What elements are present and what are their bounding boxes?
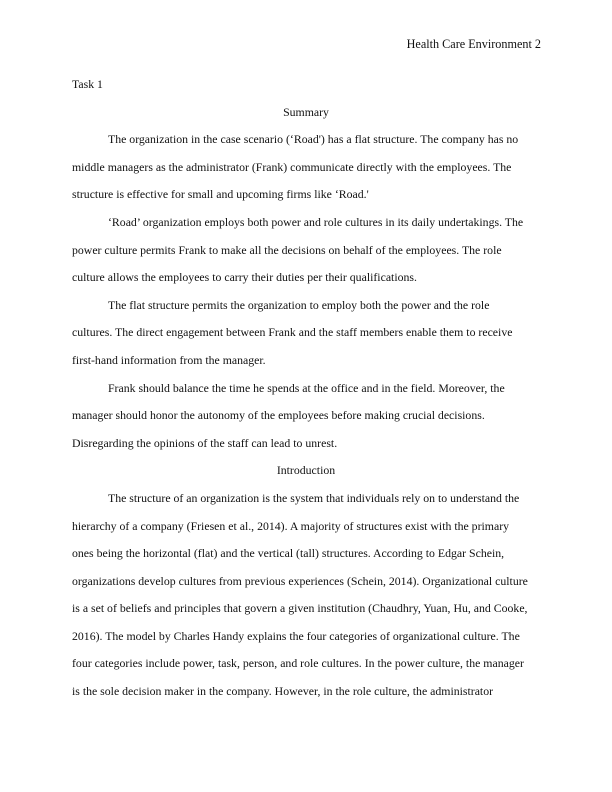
text-line: 2016). The model by Charles Handy explains the four categories of organizational culture. The [72, 628, 520, 643]
text-line: Frank should balance the time he spends at the office and in the field. Moreover, the [108, 380, 505, 395]
text-line: organizations develop cultures from previous experiences (Schein, 2014). Organizational culture [72, 573, 528, 588]
summary-paragraph-2 [72, 209, 540, 292]
summary-heading: Summary [283, 104, 329, 119]
text-line: ones being the horizontal (flat) and the vertical (tall) structures. According to Edgar Schein, [72, 546, 505, 561]
introduction-heading: Introduction [276, 463, 336, 478]
text-line: manager should honor the autonomy of the employees before making crucial decisions. [72, 408, 485, 423]
text-line: hierarchy of a company (Friesen et al., 2014). A majority of structures exist with the primary [72, 518, 510, 533]
summary-paragraph-4 [72, 375, 540, 458]
text-line: first-hand information from the manager. [72, 352, 266, 367]
text-line: ‘Road’ organization employs both power and role cultures in its daily undertakings. The [108, 214, 524, 229]
text-line: structure is effective for small and upcoming firms like ‘Road.' [72, 187, 369, 202]
text-line: is a set of beliefs and principles that govern a given institution (Chaudhry, Yuan, Hu, and Cooke, [72, 601, 528, 616]
summary-paragraph-3 [72, 292, 540, 375]
text-line: The structure of an organization is the system that individuals rely on to understand the [108, 490, 520, 505]
text-line: power culture permits Frank to make all the decisions on behalf of the employees. The role [72, 242, 502, 257]
text-line: Disregarding the opinions of the staff can lead to unrest. [72, 435, 338, 450]
document-body [72, 71, 540, 706]
text-line: middle managers as the administrator (Frank) communicate directly with the employees. The [72, 159, 512, 174]
running-header: Health Care Environment 2 [406, 37, 541, 51]
text-line: cultures. The direct engagement between Frank and the staff members enable them to receive [72, 325, 513, 340]
text-line: is the sole decision maker in the company. However, in the role culture, the administrator [72, 684, 494, 699]
summary-paragraph-1 [72, 126, 540, 209]
introduction-paragraph-1 [72, 485, 540, 706]
text-line: four categories include power, task, person, and role cultures. In the power culture, the manager [72, 656, 524, 671]
text-line: The organization in the case scenario (‘Road') has a flat structure. The company has no [108, 132, 519, 147]
text-line: culture allows the employees to carry their duties per their qualifications. [72, 270, 417, 285]
text-line: The flat structure permits the organization to employ both the power and the role [108, 297, 490, 312]
task-label: Task 1 [72, 77, 103, 91]
